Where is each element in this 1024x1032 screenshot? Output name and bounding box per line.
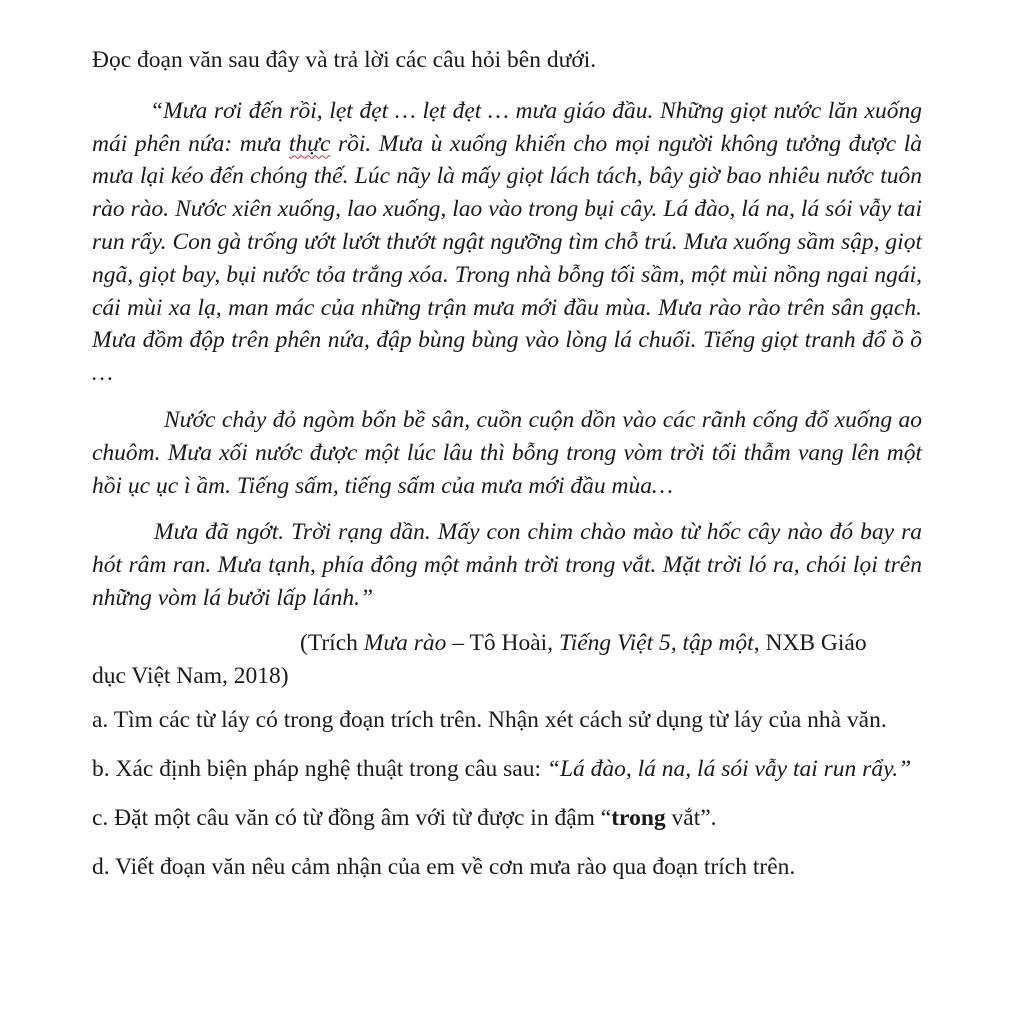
question-c bbox=[92, 802, 922, 835]
source-publisher-1: , NXB Giáo bbox=[753, 629, 867, 656]
passage-paragraph-1-part-1: “Mưa rơi đến rồi, lẹt đẹt … lẹt đẹt … mưa giáo đầu. Những giọt nước lăn xuống mái phên nứa: mưa bbox=[92, 97, 922, 157]
question-d: d. Viết đoạn văn nêu cảm nhận của em về cơn mưa rào qua đoạn trích trên. bbox=[92, 853, 796, 880]
question-c-suffix: vắt”. bbox=[665, 804, 717, 831]
source-author: – Tô Hoài, bbox=[446, 629, 559, 656]
source-citation-line-1 bbox=[92, 627, 922, 660]
question-b-text: b. Xác định biện pháp nghệ thuật trong câu sau: bbox=[92, 756, 547, 783]
passage-paragraph-1 bbox=[92, 95, 922, 390]
passage-paragraph-3: Mưa đã ngớt. Trời rạng dần. Mấy con chim chào mào từ hốc cây nào đó bay ra hót râm ran. Mưa tạnh, phía đông một mảnh trời trong vắt. Mặt trời ló ra, chói lọi trên những vòm lá bưởi lấp lánh.” bbox=[92, 519, 922, 611]
question-b-quote: “Lá đào, lá na, lá sói vẫy tai run rẩy.” bbox=[546, 756, 912, 783]
question-a: a. Tìm các từ láy có trong đoạn trích trên. Nhận xét cách sử dụng từ láy của nhà văn. bbox=[92, 707, 887, 734]
source-citation-line-2: dục Việt Nam, 2018) bbox=[92, 662, 289, 689]
source-citation bbox=[92, 627, 922, 693]
question-c-bold-word: trong bbox=[611, 804, 666, 831]
document-page bbox=[92, 44, 922, 900]
spellcheck-underlined-word: thực bbox=[288, 130, 331, 157]
source-book-title: Tiếng Việt 5, tập một bbox=[558, 629, 754, 656]
source-work-title: Mưa rào bbox=[363, 629, 447, 656]
passage-paragraph-2: Nước chảy đỏ ngòm bốn bề sân, cuồn cuộn dồn vào các rãnh cống đổ xuống ao chuôm. Mưa xối nước được một lúc lâu thì bỗng trong vòm trời tối thẫm vang lên một hồi ục ục ì ầm. Tiếng sấm, tiếng sấm của mưa mới đầu mùa… bbox=[92, 406, 922, 499]
question-c-text: c. Đặt một câu văn có từ đồng âm với từ được in đậm “ bbox=[92, 804, 612, 831]
instruction-text: Đọc đoạn văn sau đây và trả lời các câu hỏi bên dưới. bbox=[92, 47, 597, 73]
source-prefix: (Trích bbox=[300, 629, 364, 656]
question-b bbox=[92, 753, 922, 786]
passage-paragraph-1-part-2: rồi. Mưa ù xuống khiến cho mọi người không tưởng được là mưa lại kéo đến chóng thế. Lúc nãy là mấy giọt lách tách, bây giờ bao nhiêu nước tuôn rào rào. Nước xiên xuống, lao xuống, lao vào trong bụi cây. Lá đào, lá na, lá sói vẫy tai run rẩy. Con gà trống ướt lướt thướt ngật ngưỡng tìm chỗ trú. Mưa xuống sầm sập, giọt ngã, giọt bay, bụi nước tỏa trắng xóa. Trong nhà bỗng tối sầm, một mùi nồng ngai ngái, cái mùi xa lạ, man mác của những trận mưa mới đầu mùa. Mưa rào rào trên sân gạch. Mưa đồm độp trên phên nứa, đập bùng bùng vào lòng lá chuối. Tiếng giọt tranh đổ ồ ồ … bbox=[92, 130, 922, 387]
